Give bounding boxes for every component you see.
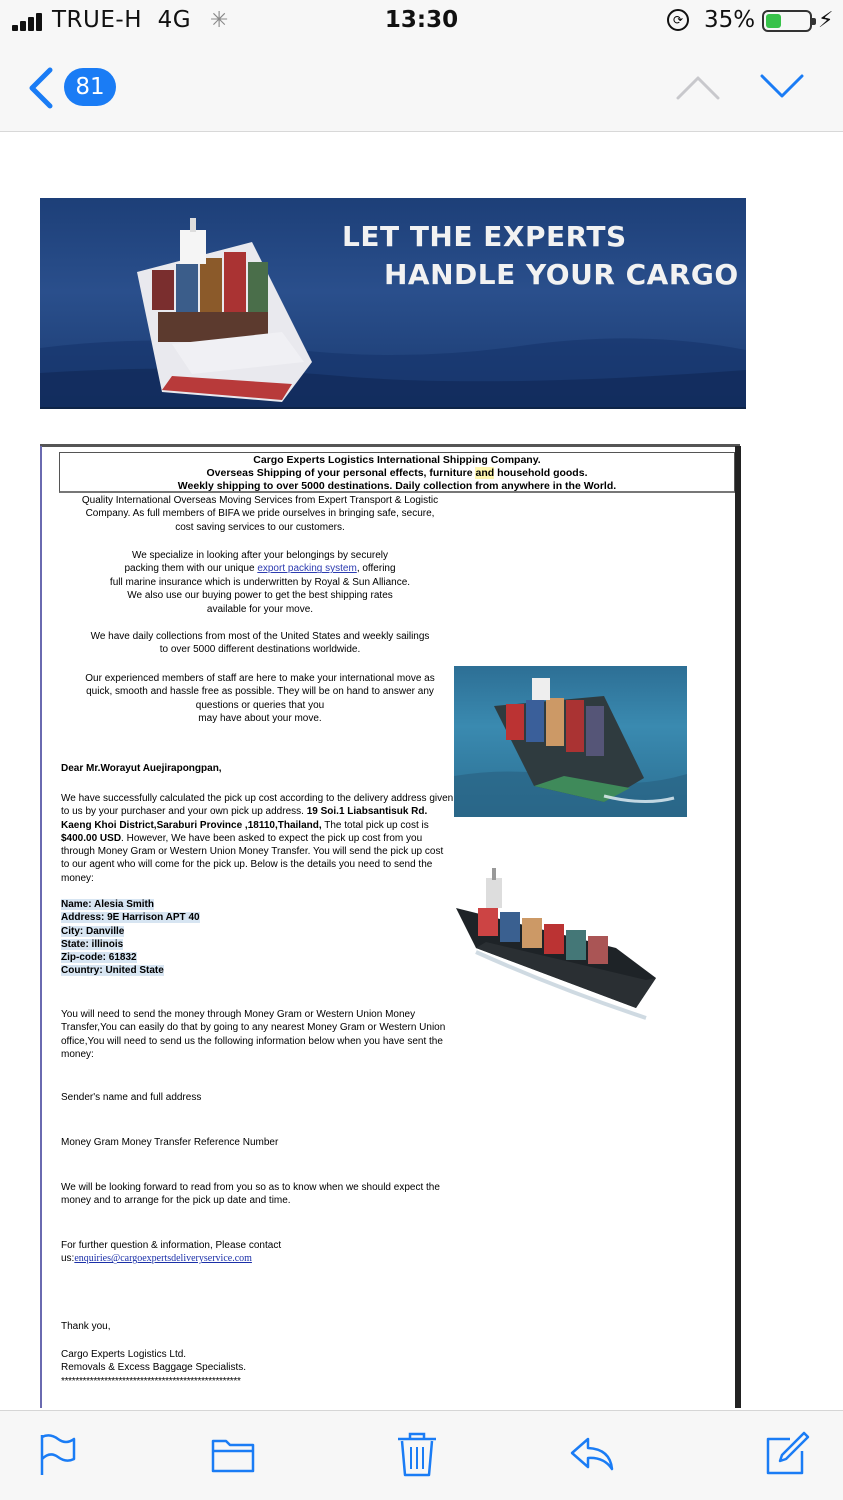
carrier-name: TRUE-H 4G [52,7,192,33]
back-chevron-icon[interactable] [26,66,54,110]
charging-icon: ⚡ [818,8,834,33]
sign-off: Thank you, [61,1321,111,1332]
company-services: Overseas Shipping of your personal effects, furniture and household goods. [206,467,588,479]
reply-icon[interactable] [568,1431,614,1477]
payee-city: City: Danville [61,925,125,937]
company-name: Cargo Experts Logistics International Shipping Company. [253,454,541,466]
banner-title-line1: LET THE EXPERTS [342,220,627,253]
pickup-cost: $400.00 USD [61,832,122,844]
battery-icon [762,10,812,32]
letter-paragraph-3: We will be looking forward to read from you so as to know when we should expect the money and to arrange for the pick up date and time. [61,1182,440,1207]
payee-name: Name: Alesia Smith [61,899,154,910]
export-packing-link[interactable]: export packing system [257,563,357,575]
network-type: 4G [157,7,192,33]
mail-nav-bar [0,44,843,132]
mail-toolbar [0,1410,843,1500]
greeting: Dear Mr.Worayut Auejirapongpan, [61,763,222,774]
company-header [59,452,735,493]
ship-photo-top [454,666,687,817]
pickup-address: 19 Soi.1 Liabsantisuk Rd. Kaeng Khoi District,Saraburi Province ,18110,Thailand, [61,806,428,831]
intro-paragraph-3: We have daily collections from most of the United States and weekly sailings to over 5000 different destinations worldwide. [90,631,430,656]
letter-paragraph-2: You will need to send the money through Money Gram or Western Union Money Transfer,You can easily do that by going to any nearest Money Gram or Western Union office,You will need to send us the following information below when you have sent the money: [61,1009,446,1060]
ship-photo-bottom [456,868,662,1026]
battery-percent: 35% [704,7,756,33]
required-info-1: Sender's name and full address [61,1092,202,1103]
intro-paragraph-1: Quality International Overseas Moving Services from Expert Transport & Logistic Company. As full members of BIFA we pride ourselves in bringing safe, secure, cost saving services to our customers. [81,495,439,533]
up-arrow-icon[interactable] [676,74,720,100]
payee-country: Country: United State [61,965,164,977]
payee-details [61,898,454,978]
email-frame-top [40,444,740,447]
payee-state: State: illinois [61,938,124,950]
contact-info: For further question & information, Please contact us:enquiries@cargoexpertsdeliveryservice.com [61,1240,282,1265]
signature-tagline: Removals & Excess Baggage Specialists. [61,1362,247,1374]
down-arrow-icon[interactable] [760,74,804,100]
folder-icon[interactable] [210,1431,256,1477]
orientation-lock-icon: ⟳ [667,9,689,31]
clock: 13:30 [384,7,459,33]
intro-paragraph-4: Our experienced members of staff are here to make your international move as quick, smooth and hassle free as possible. They will be on hand to answer any questions or queries that you may have about your move. [85,673,435,725]
signature-company: Cargo Experts Logistics Ltd. [61,1349,187,1360]
activity-spinner-icon: ✳ [210,8,229,33]
banner-title-line2: HANDLE YOUR CARGO [384,258,739,291]
email-frame-left [40,446,42,1408]
flag-icon[interactable] [36,1431,82,1477]
compose-icon[interactable] [764,1431,810,1477]
required-info-2: Money Gram Money Transfer Reference Number [61,1137,279,1148]
company-shipping-note: Weekly shipping to over 5000 destinations. Daily collection from anywhere in the World. [177,480,617,492]
intro-paragraph-2: We specialize in looking after your belongings by securely packing them with our unique export packing system, offering full marine insurance which is underwritten by Royal & Sun Alliance. We also use our buying power to get the best shipping rates available for your move. [109,550,411,615]
trash-icon[interactable] [394,1431,440,1477]
letter-paragraph-1: We have successfully calculated the pick up cost according to the delivery address given to us by your purchaser and your own pick up address. 19 Soi.1 Liabsantisuk Rd. Kaeng Khoi District,Saraburi Province ,18110,Thailand, The total pick up cost is $400.00 USD. However, We have been asked to expect the pick up cost from you through Money Gram or Western Union Money Transfer. You will send the pick up cost to our agent who will come for the pick up. Below is the details you need to send the money: [61,793,454,884]
payee-zip: Zip-code: 61832 [61,952,137,964]
container-ship-icon [132,212,322,407]
status-bar [0,0,843,44]
signature [61,1348,454,1388]
contact-email-link[interactable]: enquiries@cargoexpertsdeliveryservice.com [74,1253,252,1265]
payee-address: Address: 9E Harrison APT 40 [61,912,200,924]
email-frame-right [735,446,741,1408]
signature-divider: ************************************************** [61,1375,241,1387]
unread-count-badge[interactable]: 81 [64,68,116,106]
cargo-banner-image [40,198,746,409]
